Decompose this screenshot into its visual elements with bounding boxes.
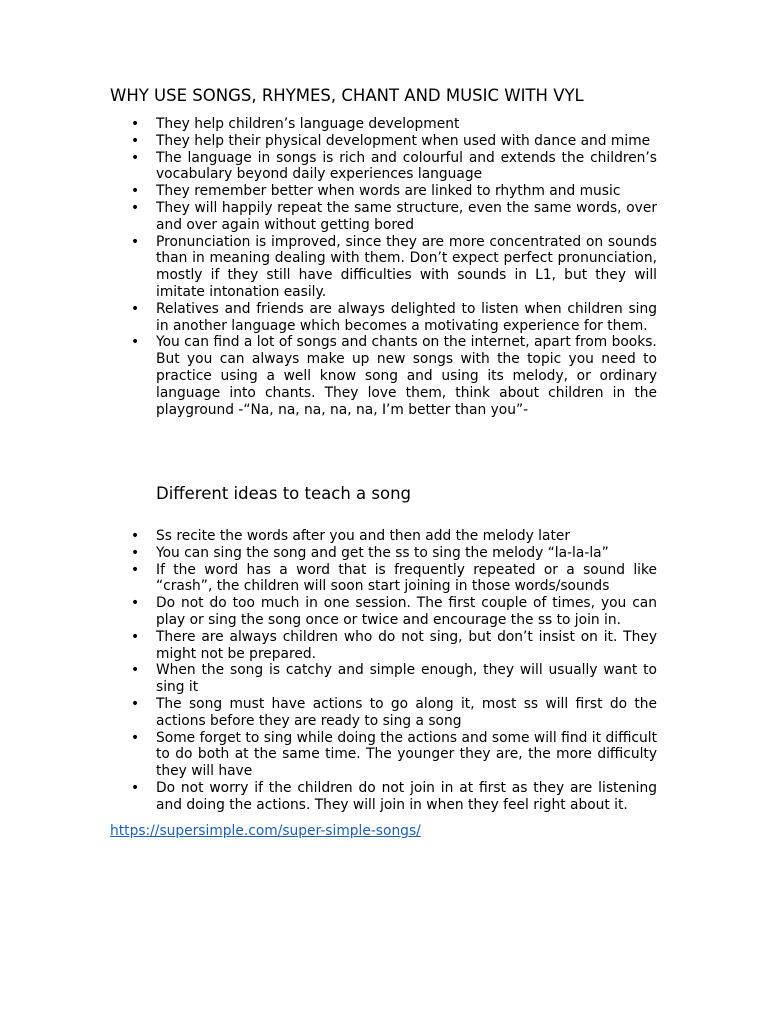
list-item-text: They will happily repeat the same structure, even the same words, over and over again without getting bored bbox=[156, 199, 657, 233]
bullet-icon: • bbox=[131, 233, 140, 250]
list-item-text: They help children’s language development bbox=[156, 116, 460, 132]
list-item bbox=[110, 780, 657, 814]
list-item-text: Some forget to sing while doing the actions and some will find it difficult to do both at the same time. The younger they are, the more difficulty they will have bbox=[156, 729, 657, 780]
bullet-icon: • bbox=[131, 149, 140, 166]
list-item bbox=[110, 183, 657, 200]
list-item-text: If the word has a word that is frequently repeated or a sound like “crash”, the children will soon start joining in those words/sounds bbox=[156, 561, 657, 595]
bullet-icon: • bbox=[131, 183, 140, 200]
list-item bbox=[110, 301, 657, 335]
list-item-text: You can find a lot of songs and chants on the internet, apart from books. bbox=[156, 334, 657, 351]
list-item bbox=[110, 662, 657, 696]
list-item-text: The song must have actions to go along it, most ss will first do the actions before they are ready to sing a song bbox=[156, 695, 657, 729]
list-item bbox=[110, 545, 657, 562]
bullet-icon: • bbox=[131, 132, 140, 149]
list-item bbox=[110, 334, 657, 418]
list-item-text: Ss recite the words after you and then add the melody later bbox=[156, 528, 571, 544]
bullet-icon: • bbox=[131, 300, 140, 317]
bullet-icon: • bbox=[131, 779, 140, 796]
list-item bbox=[110, 562, 657, 596]
list-item-text: Pronunciation is improved, since they are more concentrated on sounds than in meaning dealing with them. Don’t expect perfect pronunciation, mostly if they still have difficulties with sounds in L1, but they will imitate intonation easily. bbox=[156, 233, 657, 300]
list-item-text: They help their physical development when used with dance and mime bbox=[156, 132, 651, 149]
bullet-icon: • bbox=[131, 729, 140, 746]
list-item bbox=[110, 629, 657, 663]
list-item-text: When the song is catchy and simple enough, they will usually want to sing it bbox=[156, 662, 657, 696]
page-title: WHY USE SONGS, RHYMES, CHANT AND MUSIC WITH VYL bbox=[110, 86, 584, 105]
list-item bbox=[110, 200, 657, 234]
reasons-list bbox=[110, 116, 657, 418]
list-item bbox=[110, 595, 657, 629]
list-item bbox=[110, 234, 657, 301]
list-item-text: They remember better when words are linked to rhythm and music bbox=[156, 183, 621, 200]
bullet-icon: • bbox=[131, 595, 140, 612]
bullet-icon: • bbox=[131, 199, 140, 216]
list-item bbox=[110, 696, 657, 730]
list-item-text: There are always children who do not sing, but don’t insist on it. They might not be prepared. bbox=[156, 628, 657, 662]
list-item-text: The language in songs is rich and colourful and extends the children’s vocabulary beyond daily experiences language bbox=[156, 149, 657, 183]
bullet-icon: • bbox=[131, 116, 140, 132]
list-item-text: You can sing the song and get the ss to sing the melody “la-la-la” bbox=[156, 544, 609, 561]
ideas-list bbox=[110, 528, 657, 814]
bullet-icon: • bbox=[131, 544, 140, 561]
list-item-text: Do not worry if the children do not join in at first as they are listening and doing the actions. They will join in when they feel right about it. bbox=[156, 779, 657, 813]
list-item bbox=[110, 116, 657, 133]
bullet-icon: • bbox=[131, 334, 140, 351]
list-item bbox=[110, 730, 657, 780]
bullet-icon: • bbox=[131, 695, 140, 712]
songs-link[interactable]: https://supersimple.com/super-simple-songs/ bbox=[110, 823, 421, 839]
bullet-icon: • bbox=[131, 662, 140, 679]
bullet-icon: • bbox=[131, 561, 140, 578]
list-item bbox=[110, 133, 657, 150]
list-item-text: Do not do too much in one session. The first couple of times, you can play or sing the song once or twice and encourage the ss to join in. bbox=[156, 595, 657, 628]
list-item bbox=[110, 150, 657, 184]
bullet-icon: • bbox=[131, 528, 140, 544]
section-heading: Different ideas to teach a song bbox=[156, 484, 412, 503]
bullet-icon: • bbox=[131, 628, 140, 645]
list-item-continuation: But you can always make up new songs with the topic you need to practice using a well know song and using its melody, or ordinary language into chants. They love them, think about children in the playground -“Na, na, na, na, na, I’m better than you”- bbox=[156, 351, 657, 418]
list-item bbox=[110, 528, 657, 545]
list-item-text: Relatives and friends are always delighted to listen when children sing in another language which becomes a motivating experience for them. bbox=[156, 300, 657, 334]
